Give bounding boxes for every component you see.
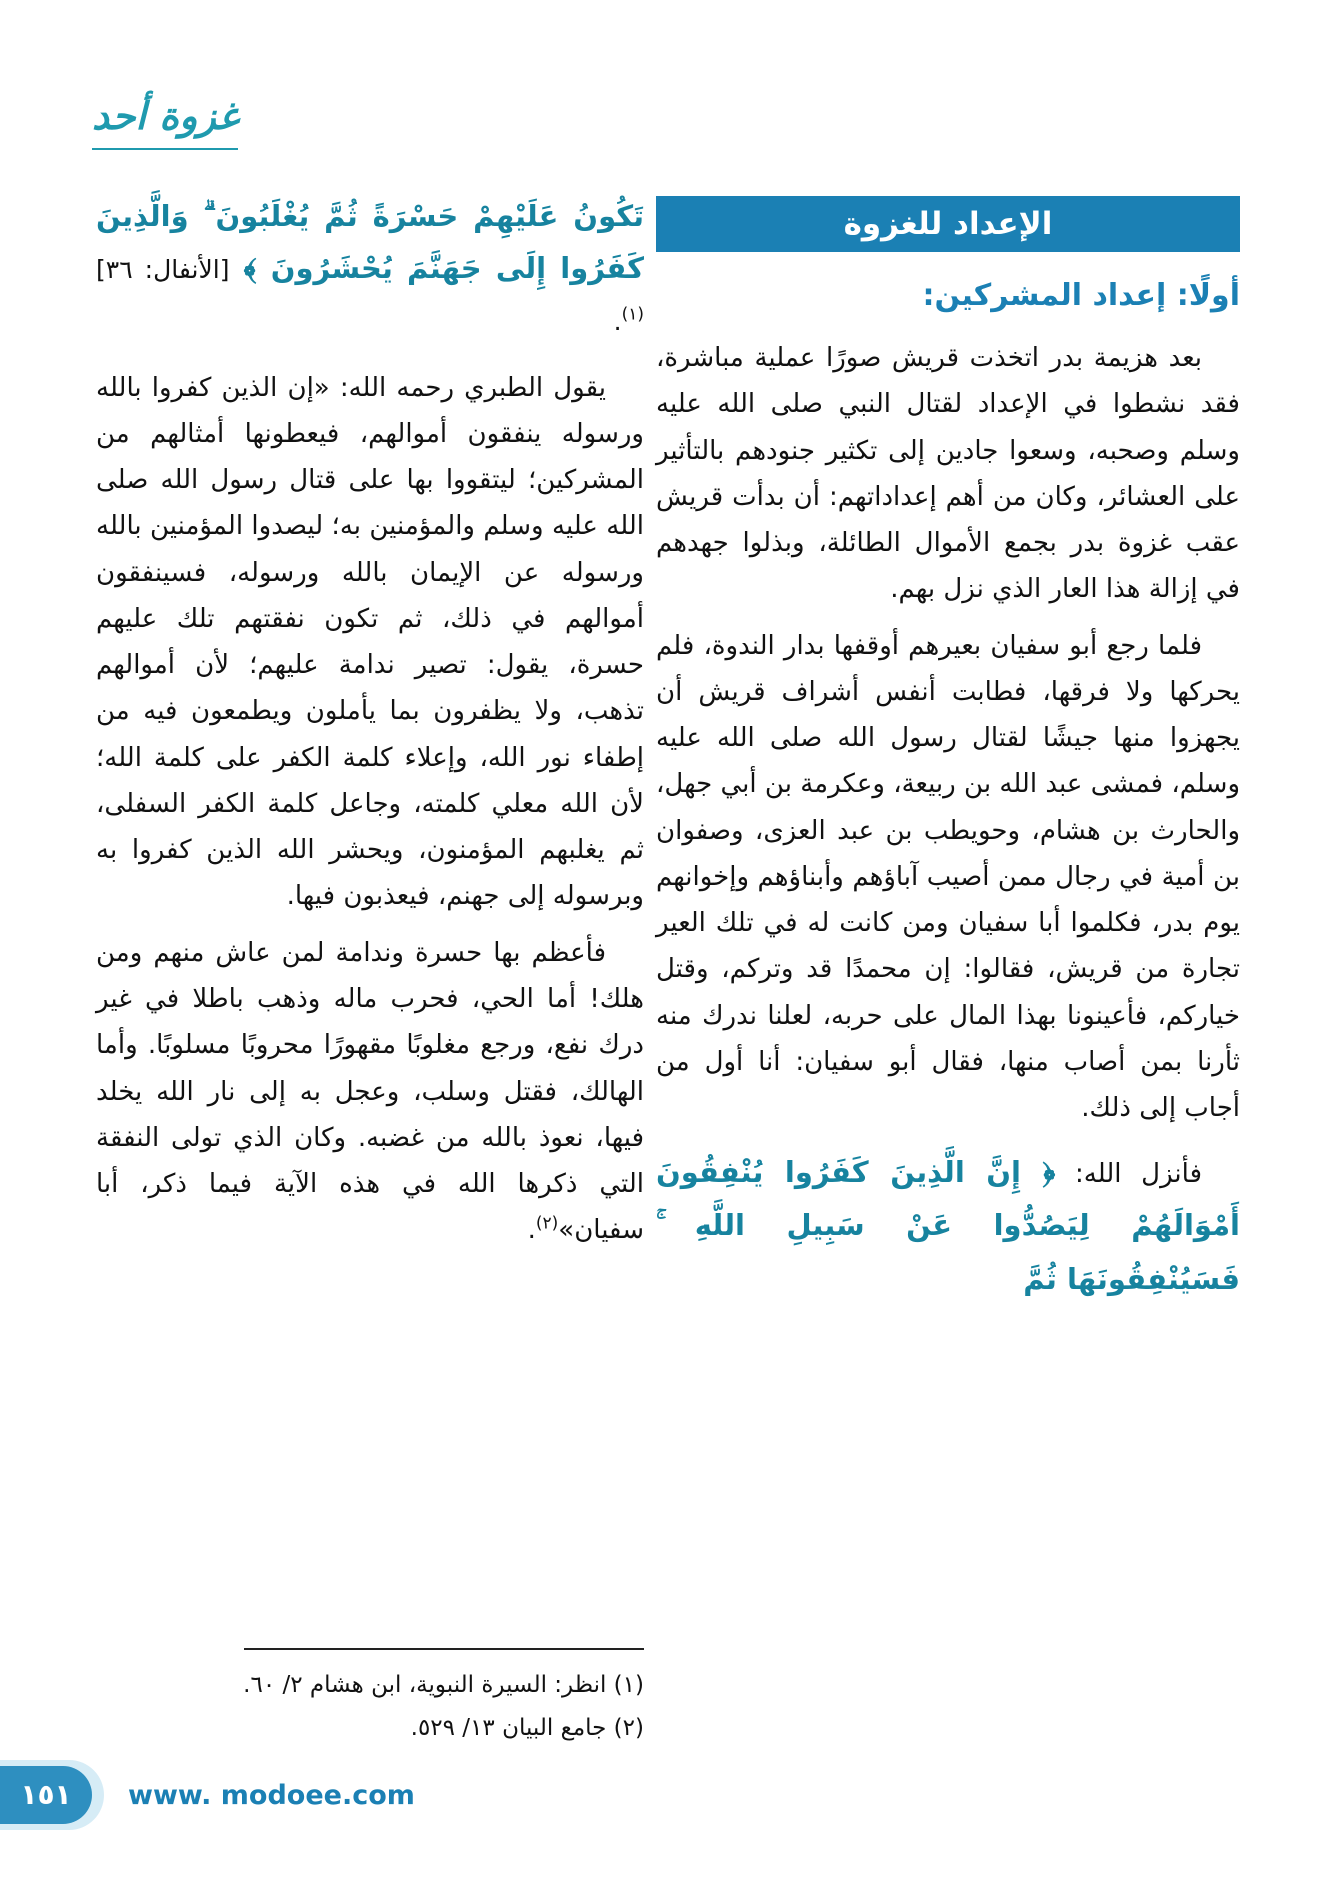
footnote-marker: (٢)	[535, 1213, 559, 1234]
footnote-marker: (١)	[621, 304, 644, 325]
paragraph: فلما رجع أبو سفيان بعيرهم أوقفها بدار الندوة، فلم يحركها ولا فرقها، فطابت أنفس أشراف قريش أن يجهزوا منها جيشًا لقتال رسول الله صلى الله عليه وسلم، فمشى عبد الله بن ربيعة، وعكرمة بن أبي جهل، والحارث بن هشام، وحويطب بن عبد العزى، وصفوان بن أمية في رجال ممن أصيب آباؤهم وأبناؤهم وإخوانهم يوم بدر، فكلموا أبا سفيان ومن كانت له في تلك العير تجارة من قريش، فقالوا: إن محمدًا قد وتركم، وقتل خياركم، فأعينونا بهذا المال على حربه، لعلنا ندرك منه ثأرنا بمن أصاب منها، فقال أبو سفيان: أنا أول من أجاب إلى ذلك.	[656, 630, 1240, 1124]
verse-reference-period: .	[613, 307, 622, 337]
website-link[interactable]: www. modoee.com	[128, 1780, 415, 1811]
footnote-divider	[244, 1648, 644, 1650]
paragraph-period: .	[527, 1215, 536, 1246]
page-number-tab	[0, 1766, 92, 1824]
subsection-heading: أولًا: إعداد المشركين:	[922, 278, 1240, 313]
quran-verse-paragraph	[656, 1146, 1240, 1307]
page-header-title: غزوة أحد	[92, 96, 238, 150]
paragraph: بعد هزيمة بدر اتخذت قريش صورًا عملية مباشرة، فقد نشطوا في الإعداد لقتال النبي صلى الله عليه وسلم وصحبه، وسعوا جادين إلى تكثير جنودهم بالتأثير على العشائر، وكان من أهم إعداداتهم: أن بدأت قريش عقب غزوة بدر بجمع الأموال الطائلة، وبذلوا جهدهم في إزالة هذا العار الذي نزل بهم.	[656, 343, 1240, 605]
section-banner: الإعداد للغزوة	[656, 196, 1240, 252]
quran-verse-top	[96, 190, 644, 347]
left-column	[96, 190, 644, 1264]
quran-text: ﴿ إِنَّ الَّذِينَ كَفَرُوا يُنْفِقُونَ أَمْوَالَهُمْ لِيَصُدُّوا عَنْ سَبِيلِ اللَّهِ ۚ فَسَيُنْفِقُونَهَا ثُمَّ	[656, 1154, 1240, 1296]
footnote-line: (١) انظر: السيرة النبوية، ابن هشام ٢/ ٦٠.	[243, 1672, 644, 1698]
paragraph	[96, 930, 644, 1254]
paragraph: يقول الطبري رحمه الله: «إن الذين كفروا بالله ورسوله ينفقون أموالهم، فيعطونها أمثالهم من المشركين؛ ليتقووا بها على قتال رسول الله صلى الله عليه وسلم والمؤمنين به؛ ليصدوا المؤمنين بالله ورسوله عن الإيمان بالله ورسوله، فسينفقون أموالهم في ذلك، ثم تكون نفقتهم تلك عليهم حسرة، يقول: تصير ندامة عليهم؛ لأن أموالهم تذهب، ولا يظفرون بما يأملون ويطمعون فيه من إطفاء نور الله، وإعلاء كلمة الكفر على كلمة الله؛ لأن الله معلي كلمته، وجاعل كلمة الكفر السفلى، ثم يغلبهم المؤمنون، ويحشر الله الذين كفروا به وبرسوله إلى جهنم، فيعذبون فيها.	[96, 372, 644, 912]
right-column	[656, 196, 1240, 1316]
verse-reference: [الأنفال: ٣٦]	[96, 255, 230, 285]
footnote-line: (٢) جامع البيان ١٣/ ٥٢٩.	[410, 1714, 644, 1741]
footnotes-block	[96, 1648, 644, 1749]
quran-text: تَكُونُ عَلَيْهِمْ حَسْرَةً ثُمَّ يُغْلَبُونَ ۗ وَالَّذِينَ كَفَرُوا إِلَى جَهَنَّمَ يُحْشَرُونَ ﴾	[96, 199, 644, 286]
verse-intro-text: فأنزل الله:	[1055, 1158, 1202, 1189]
page-number: ١٥١	[20, 1778, 72, 1811]
paragraph-text: فأعظم بها حسرة وندامة لمن عاش منهم ومن هلك! أما الحي، فحرب ماله وذهب باطلا في غير درك نفع، ورجع مغلوبًا مقهورًا محروبًا مسلوبًا. وأما الهالك، فقتل وسلب، وعجل به إلى نار الله يخلد فيها، نعوذ بالله من غضبه. وكان الذي تولى النفقة التي ذكرها الله في هذه الآية فيما ذكر، أبا سفيان»	[96, 937, 644, 1246]
